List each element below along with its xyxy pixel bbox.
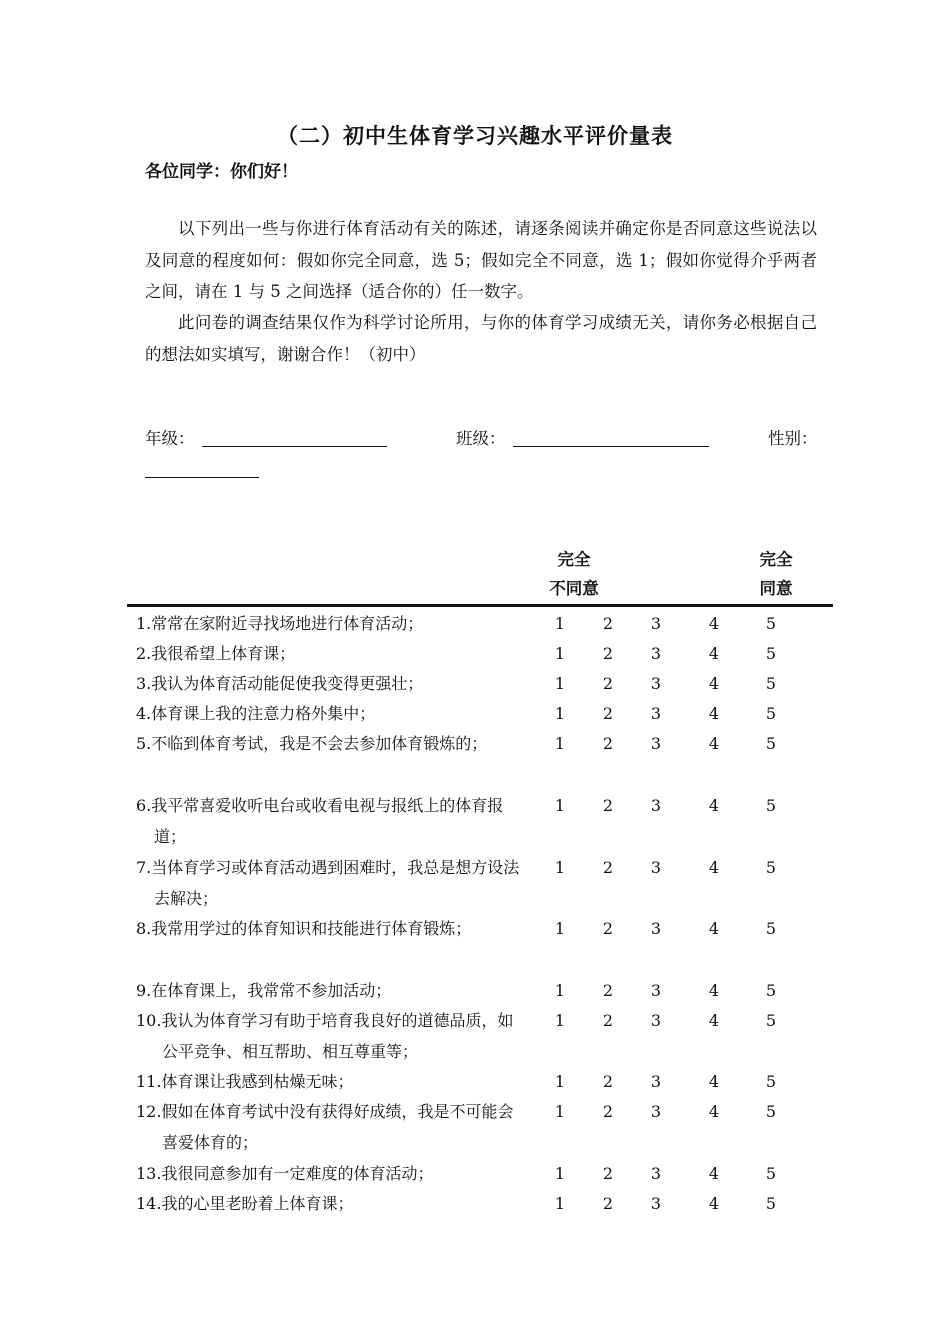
rating-option-1[interactable]: 1 [554, 981, 566, 1000]
rating-option-4[interactable]: 4 [708, 674, 720, 693]
rating-option-4[interactable]: 4 [708, 796, 720, 815]
scale-header-left-line2: 不同意 [549, 579, 599, 598]
rating-option-4[interactable]: 4 [708, 1194, 720, 1213]
rating-option-1[interactable]: 1 [554, 644, 566, 663]
rating-option-3[interactable]: 3 [650, 919, 662, 938]
item-statement: 9.在体育课上，我常常不参加活动； [136, 981, 392, 1000]
rating-option-3[interactable]: 3 [650, 796, 662, 815]
item-statement: 14.我的心里老盼着上体育课； [136, 1194, 354, 1213]
rating-option-3[interactable]: 3 [650, 614, 662, 633]
rating-option-3[interactable]: 3 [650, 1072, 662, 1091]
gender-blank[interactable] [145, 477, 259, 478]
rating-option-3[interactable]: 3 [650, 704, 662, 723]
rating-option-5[interactable]: 5 [765, 796, 777, 815]
item-statement: 2.我很希望上体育课； [136, 644, 296, 663]
scale-header-right-line2: 同意 [759, 579, 793, 598]
rating-option-1[interactable]: 1 [554, 1011, 566, 1030]
rating-option-3[interactable]: 3 [650, 674, 662, 693]
rating-option-2[interactable]: 2 [602, 674, 614, 693]
rating-option-3[interactable]: 3 [650, 734, 662, 753]
item-statement: 11.体育课让我感到枯燥无味； [136, 1072, 354, 1091]
class-label: 班级： [456, 429, 506, 448]
intro-paragraph-1: 以下列出一些与你进行体育活动有关的陈述，请逐条阅读并确定你是否同意这些说法以及同意的程度如何：假如你完全同意，选 5；假如完全不同意，选 1；假如你觉得介乎两者之间，请在 1 与 5 之间选择（适合你的）任一数字。 [145, 219, 817, 301]
rating-option-5[interactable]: 5 [765, 644, 777, 663]
scale-header-left-line1: 完全 [557, 550, 591, 569]
rating-option-4[interactable]: 4 [708, 1102, 720, 1121]
item-statement: 12.假如在体育考试中没有获得好成绩，我是不可能会喜爱体育的； [136, 1102, 514, 1152]
rating-option-3[interactable]: 3 [650, 1194, 662, 1213]
rating-option-1[interactable]: 1 [554, 704, 566, 723]
rating-option-2[interactable]: 2 [602, 1164, 614, 1183]
rating-option-4[interactable]: 4 [708, 1011, 720, 1030]
rating-option-2[interactable]: 2 [602, 1072, 614, 1091]
rating-option-5[interactable]: 5 [765, 858, 777, 877]
intro-paragraph-2: 此问卷的调查结果仅作为科学讨论所用，与你的体育学习成绩无关，请你务必根据自己的想法如实填写，谢谢合作！（初中） [145, 313, 817, 364]
rating-option-5[interactable]: 5 [765, 734, 777, 753]
rating-option-1[interactable]: 1 [554, 919, 566, 938]
rating-option-4[interactable]: 4 [708, 981, 720, 1000]
item-statement: 10.我认为体育学习有助于培育我良好的道德品质，如公平竞争、相互帮助、相互尊重等； [136, 1011, 514, 1061]
rating-option-5[interactable]: 5 [765, 1072, 777, 1091]
item-statement: 1.常常在家附近寻找场地进行体育活动； [136, 614, 424, 633]
rating-option-1[interactable]: 1 [554, 1194, 566, 1213]
rating-option-3[interactable]: 3 [650, 1102, 662, 1121]
rating-option-2[interactable]: 2 [602, 614, 614, 633]
rating-option-1[interactable]: 1 [554, 796, 566, 815]
rating-option-2[interactable]: 2 [602, 1102, 614, 1121]
rating-option-4[interactable]: 4 [708, 1164, 720, 1183]
rating-option-2[interactable]: 2 [602, 919, 614, 938]
rating-option-1[interactable]: 1 [554, 1102, 566, 1121]
rating-option-2[interactable]: 2 [602, 981, 614, 1000]
gender-label: 性别： [768, 429, 818, 448]
rating-option-2[interactable]: 2 [602, 796, 614, 815]
header-rule [127, 604, 833, 607]
rating-option-4[interactable]: 4 [708, 1072, 720, 1091]
rating-option-5[interactable]: 5 [765, 1164, 777, 1183]
rating-option-5[interactable]: 5 [765, 981, 777, 1000]
scale-header-right-line1: 完全 [759, 550, 793, 569]
rating-option-1[interactable]: 1 [554, 734, 566, 753]
rating-option-3[interactable]: 3 [650, 1164, 662, 1183]
item-statement: 6.我平常喜爱收听电台或收看电视与报纸上的体育报道； [136, 796, 504, 846]
rating-option-5[interactable]: 5 [765, 1102, 777, 1121]
rating-option-4[interactable]: 4 [708, 704, 720, 723]
item-statement: 4.体育课上我的注意力格外集中； [136, 704, 376, 723]
rating-option-2[interactable]: 2 [602, 644, 614, 663]
rating-option-2[interactable]: 2 [602, 858, 614, 877]
rating-option-4[interactable]: 4 [708, 858, 720, 877]
rating-option-1[interactable]: 1 [554, 674, 566, 693]
rating-option-5[interactable]: 5 [765, 704, 777, 723]
rating-option-2[interactable]: 2 [602, 1194, 614, 1213]
rating-option-3[interactable]: 3 [650, 858, 662, 877]
page-title: （二）初中生体育学习兴趣水平评价量表 [277, 124, 673, 148]
rating-option-4[interactable]: 4 [708, 614, 720, 633]
rating-option-4[interactable]: 4 [708, 734, 720, 753]
item-statement: 5.不临到体育考试，我是不会去参加体育锻炼的； [136, 734, 488, 753]
grade-label: 年级： [145, 429, 195, 448]
item-statement: 3.我认为体育活动能促使我变得更强壮； [136, 674, 424, 693]
rating-option-4[interactable]: 4 [708, 919, 720, 938]
rating-option-5[interactable]: 5 [765, 674, 777, 693]
rating-option-2[interactable]: 2 [602, 734, 614, 753]
rating-option-5[interactable]: 5 [765, 614, 777, 633]
item-statement: 7.当体育学习或体育活动遇到困难时，我总是想方设法去解决； [136, 858, 520, 908]
grade-blank[interactable] [202, 446, 387, 447]
rating-option-4[interactable]: 4 [708, 644, 720, 663]
rating-option-2[interactable]: 2 [602, 704, 614, 723]
item-statement: 13.我很同意参加有一定难度的体育活动； [136, 1164, 434, 1183]
rating-option-3[interactable]: 3 [650, 1011, 662, 1030]
rating-option-1[interactable]: 1 [554, 858, 566, 877]
rating-option-5[interactable]: 5 [765, 1194, 777, 1213]
class-blank[interactable] [513, 446, 709, 447]
rating-option-5[interactable]: 5 [765, 1011, 777, 1030]
rating-option-2[interactable]: 2 [602, 1011, 614, 1030]
greeting: 各位同学：你们好！ [145, 162, 298, 182]
rating-option-1[interactable]: 1 [554, 1072, 566, 1091]
rating-option-5[interactable]: 5 [765, 919, 777, 938]
rating-option-1[interactable]: 1 [554, 1164, 566, 1183]
item-statement: 8.我常用学过的体育知识和技能进行体育锻炼； [136, 919, 472, 938]
rating-option-3[interactable]: 3 [650, 981, 662, 1000]
rating-option-3[interactable]: 3 [650, 644, 662, 663]
rating-option-1[interactable]: 1 [554, 614, 566, 633]
